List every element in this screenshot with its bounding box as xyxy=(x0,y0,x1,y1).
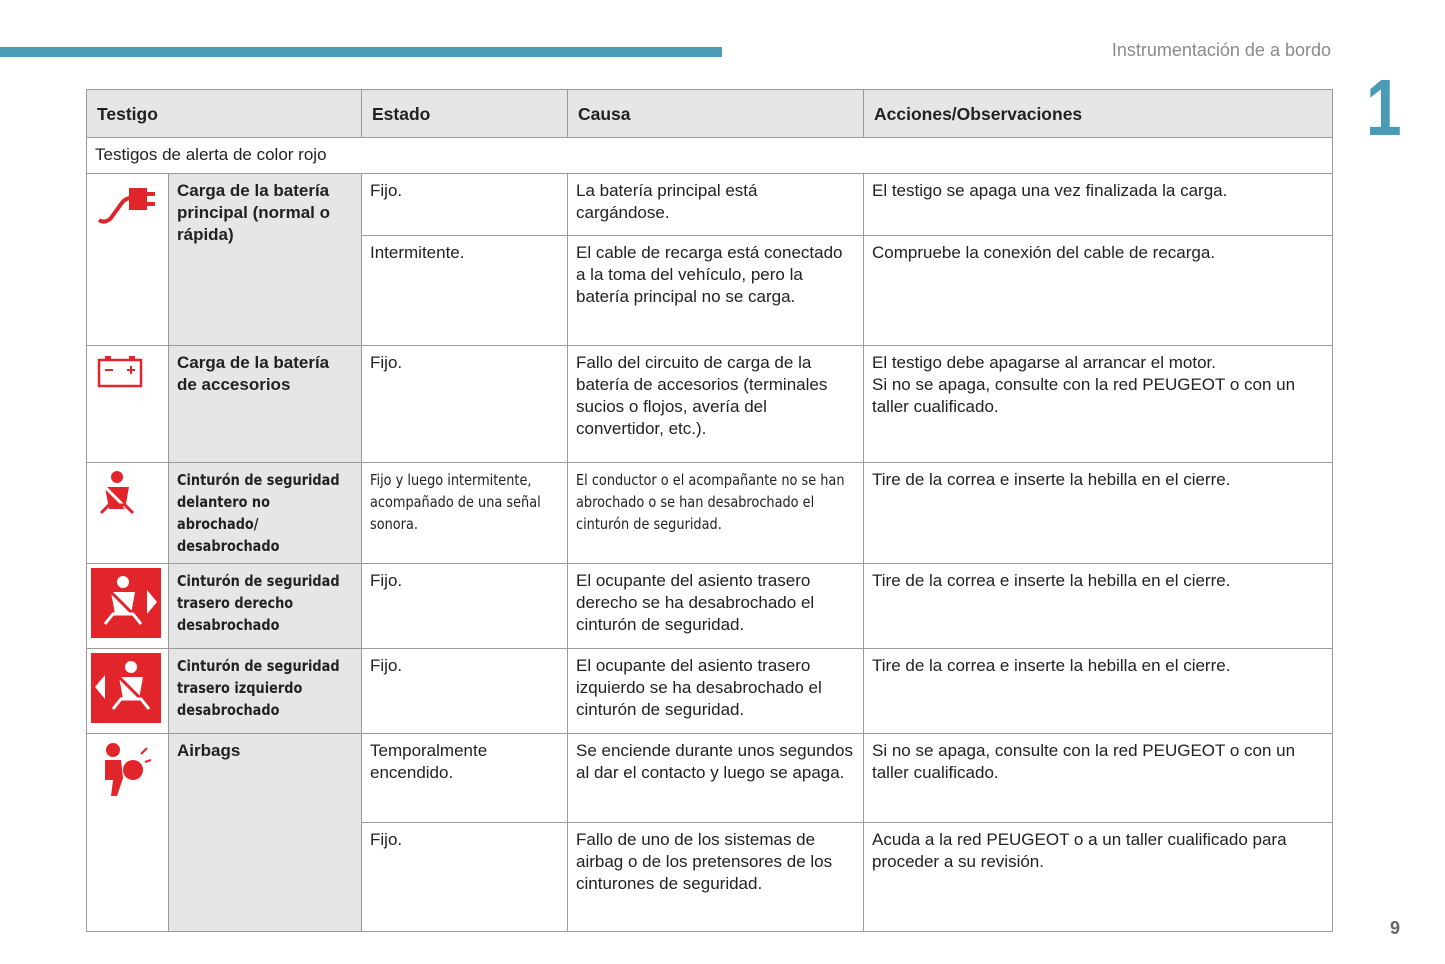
acciones-cell: Tire de la correa e inserte la hebilla en el cierre. xyxy=(864,463,1333,564)
rear-left-seatbelt-icon xyxy=(87,649,169,734)
causa-cell: Se enciende durante unos segundos al dar el contacto y luego se apaga. xyxy=(568,734,864,823)
acciones-cell: Acuda a la red PEUGEOT o a un taller cualificado para proceder a su revisión. xyxy=(864,823,1333,932)
causa-cell: Fallo de uno de los sistemas de airbag o de los pretensores de los cinturones de seguridad. xyxy=(568,823,864,932)
column-header-acciones: Acciones/Observaciones xyxy=(864,90,1333,138)
causa-cell: La batería principal está cargándose. xyxy=(568,174,864,236)
estado-cell: Fijo. xyxy=(362,564,568,649)
table-row xyxy=(87,649,1333,734)
table-header-row xyxy=(87,90,1333,138)
causa-cell: El ocupante del asiento trasero izquierdo se ha desabrochado el cinturón de seguridad. xyxy=(568,649,864,734)
table-row xyxy=(87,734,1333,823)
column-header-estado: Estado xyxy=(362,90,568,138)
estado-cell: Fijo y luego intermitente, acompañado de una señal sonora. xyxy=(362,463,568,564)
estado-cell: Fijo. xyxy=(362,346,568,463)
indicator-name: Cinturón de seguridad trasero izquierdo desabrochado xyxy=(169,649,362,734)
section-row xyxy=(87,138,1333,174)
estado-cell: Fijo. xyxy=(362,823,568,932)
acciones-cell: Tire de la correa e inserte la hebilla en el cierre. xyxy=(864,649,1333,734)
acciones-cell: Tire de la correa e inserte la hebilla en el cierre. xyxy=(864,564,1333,649)
table-row xyxy=(87,174,1333,236)
battery-icon xyxy=(87,346,169,463)
column-header-testigo: Testigo xyxy=(87,90,362,138)
estado-cell: Fijo. xyxy=(362,174,568,236)
header-accent-bar xyxy=(0,47,722,57)
section-title: Testigos de alerta de color rojo xyxy=(87,138,1333,174)
indicator-name: Airbags xyxy=(169,734,362,932)
causa-cell: El ocupante del asiento trasero derecho se ha desabrochado el cinturón de seguridad. xyxy=(568,564,864,649)
seatbelt-icon xyxy=(87,463,169,564)
causa-cell: El cable de recarga está conectado a la toma del vehículo, pero la batería principal no se carga. xyxy=(568,236,864,346)
table-row xyxy=(87,346,1333,463)
table-row xyxy=(87,463,1333,564)
estado-cell: Temporalmente encendido. xyxy=(362,734,568,823)
airbag-icon xyxy=(87,734,169,932)
acciones-cell: Compruebe la conexión del cable de recarga. xyxy=(864,236,1333,346)
estado-cell: Fijo. xyxy=(362,649,568,734)
table-row xyxy=(87,564,1333,649)
page-header-title: Instrumentación de a bordo xyxy=(1111,40,1331,60)
charging-plug-icon xyxy=(87,174,169,346)
indicator-name: Carga de la batería de accesorios xyxy=(169,346,362,463)
column-header-causa: Causa xyxy=(568,90,864,138)
indicator-name: Cinturón de seguridad trasero derecho desabrochado xyxy=(169,564,362,649)
chapter-number: 1 xyxy=(1366,63,1402,152)
causa-cell: El conductor o el acompañante no se han abrochado o se han desabrochado el cinturón de seguridad. xyxy=(568,463,864,564)
causa-cell: Fallo del circuito de carga de la batería de accesorios (terminales sucios o flojos, avería del convertidor, etc.). xyxy=(568,346,864,463)
page-number: 9 xyxy=(1389,918,1400,938)
warning-lights-table xyxy=(86,89,1333,932)
acciones-cell: El testigo se apaga una vez finalizada la carga. xyxy=(864,174,1333,236)
estado-cell: Intermitente. xyxy=(362,236,568,346)
indicator-name: Cinturón de seguridad delantero no abrochado/ desabrochado xyxy=(169,463,362,564)
rear-right-seatbelt-icon xyxy=(87,564,169,649)
acciones-cell: Si no se apaga, consulte con la red PEUGEOT o con un taller cualificado. xyxy=(864,734,1333,823)
indicator-name: Carga de la batería principal (normal o rápida) xyxy=(169,174,362,346)
acciones-cell: El testigo debe apagarse al arrancar el motor. Si no se apaga, consulte con la red PEUGEOT o con un taller cualificado. xyxy=(864,346,1333,463)
